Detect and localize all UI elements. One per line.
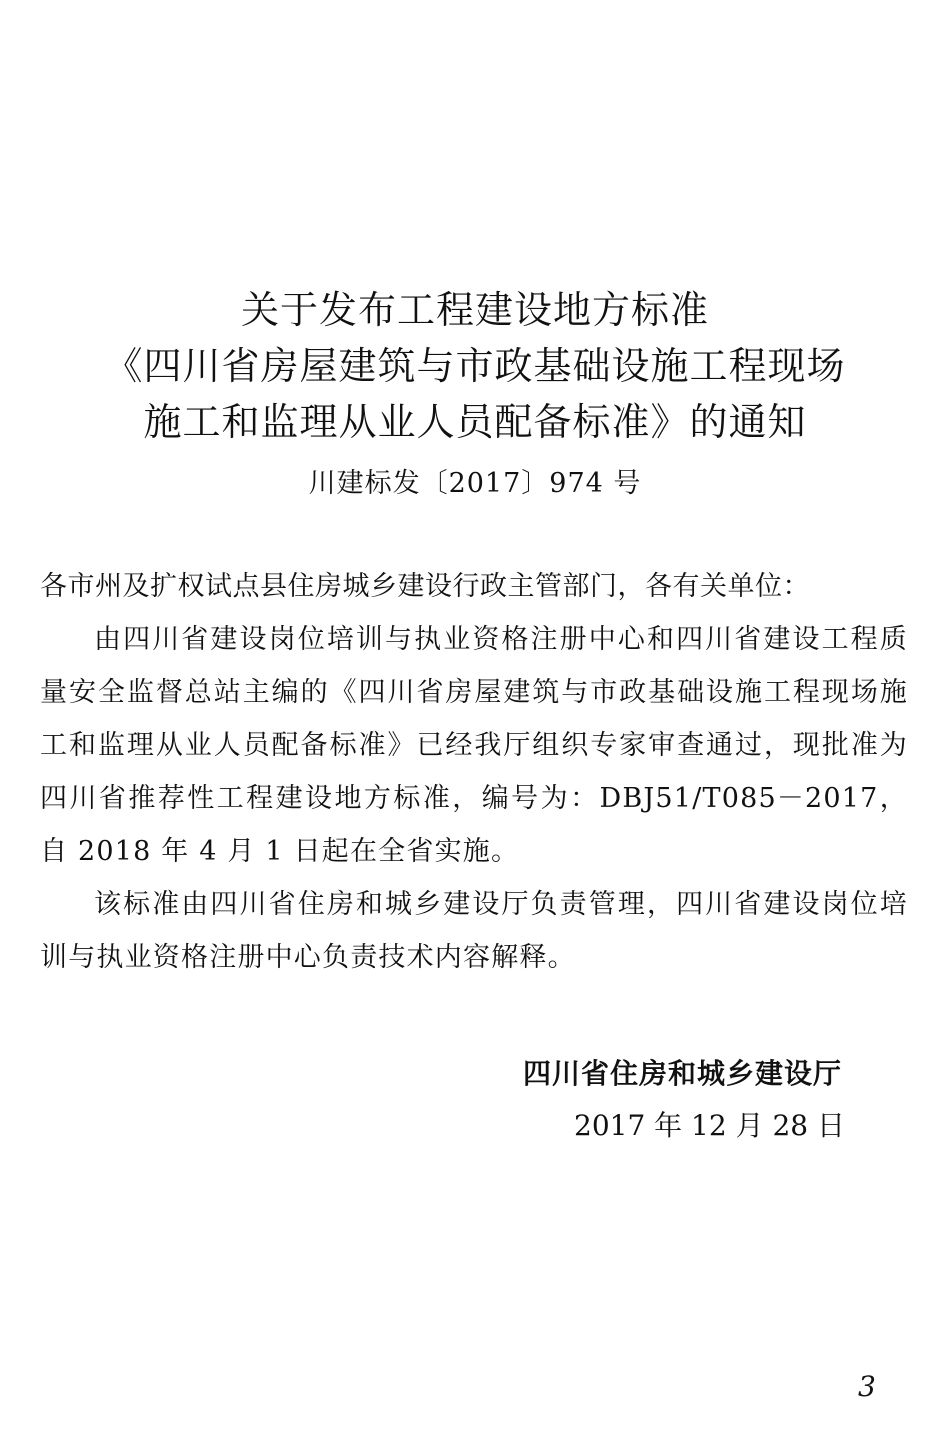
notice-title-block	[0, 282, 950, 504]
issuing-organization: 四川省住房和城乡建设厅	[523, 1057, 843, 1090]
page-number: 3	[858, 1370, 876, 1403]
notice-body	[40, 560, 908, 984]
title-line-2: 《四川省房屋建筑与市政基础设施工程现场	[104, 344, 846, 388]
paragraph-management: 该标准由四川省住房和城乡建设厅负责管理，四川省建设岗位培训与执业资格注册中心负责技术内容解释。	[40, 889, 908, 973]
document-number: 川建标发〔2017〕974 号	[308, 468, 642, 499]
paragraph-approval: 由四川省建设岗位培训与执业资格注册中心和四川省建设工程质量安全监督总站主编的《四川省房屋建筑与市政基础设施工程现场施工和监理从业人员配备标准》已经我厅组织专家审查通过，现批准为四川省推荐性工程建设地方标准，编号为：DBJ51/T085－2017，自 2018 年 4 月 1 日起在全省实施。	[40, 624, 908, 867]
title-line-3: 施工和监理从业人员配备标准》的通知	[143, 400, 807, 444]
title-line-1: 关于发布工程建设地方标准	[240, 288, 709, 332]
issue-date: 2017 年 12 月 28 日	[574, 1109, 846, 1142]
salutation: 各市州及扩权试点县住房城乡建设行政主管部门，各有关单位：	[40, 571, 810, 602]
